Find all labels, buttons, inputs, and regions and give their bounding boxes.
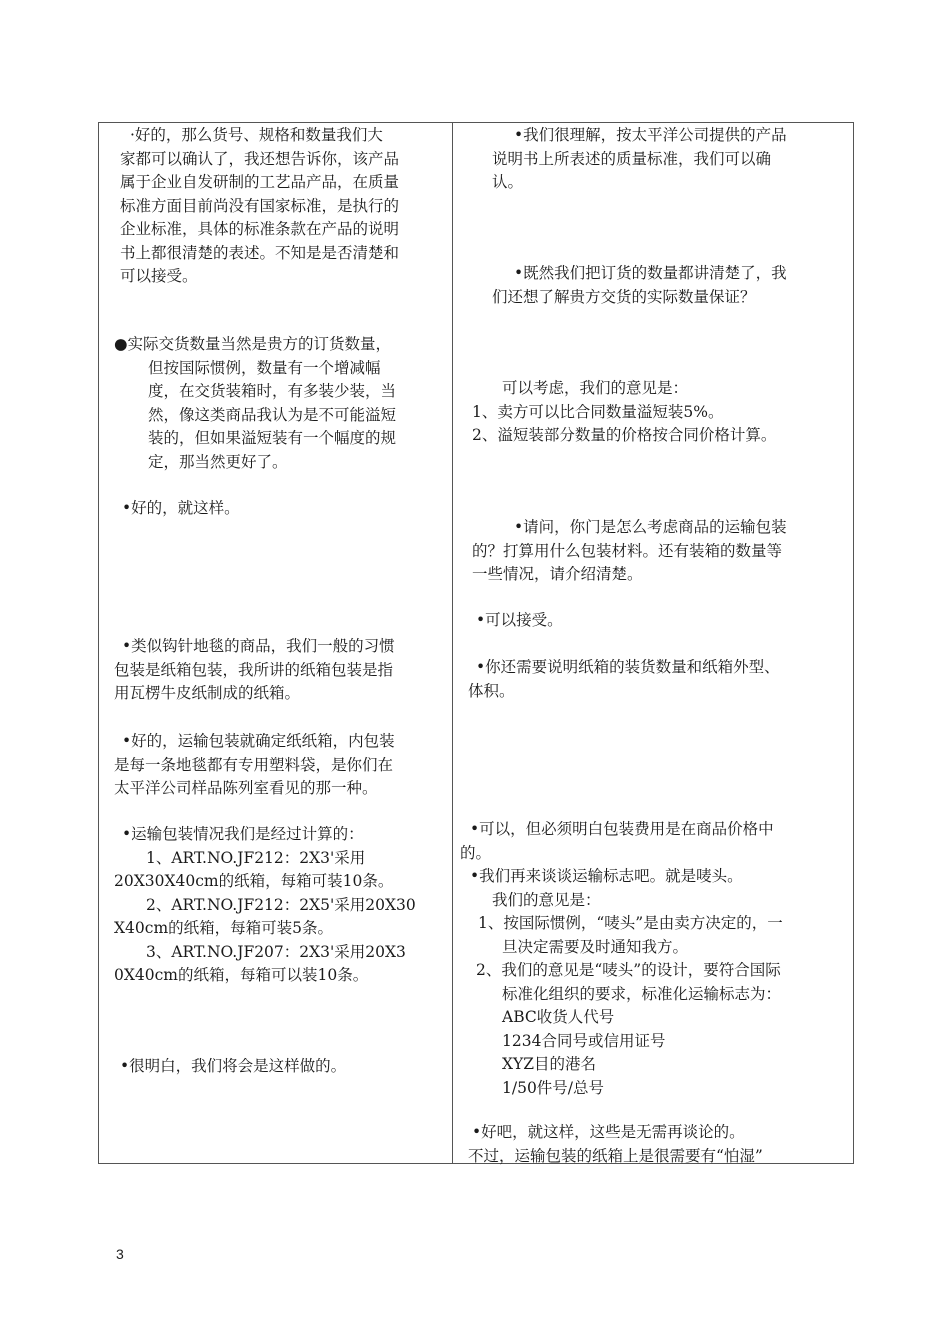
text-line: 标准化组织的要求，标准化运输标志为： — [502, 984, 782, 1003]
text-line: 1/50件号/总号 — [502, 1078, 605, 1097]
text-line: 书上都很清楚的表述。不知是是否清楚和 — [120, 243, 400, 262]
text-line: 家都可以确认了，我还想告诉你，该产品 — [120, 149, 400, 168]
right-block-tolerance — [472, 377, 776, 448]
text-line: 们还想了解贵方交货的实际数量保证？ — [492, 287, 756, 306]
text-line: 然，像这类商品我认为是不可能溢短 — [148, 405, 397, 424]
text-line: ·好的，那么货号、规格和数量我们大 — [130, 126, 383, 144]
text-line: 1、卖方可以比合同数量溢短装5%。 — [472, 402, 724, 421]
text-line: 标准方面目前尚没有国家标准，是执行的 — [120, 196, 400, 215]
text-line: 1、ART.NO.JF212：2X3'采用 — [146, 848, 366, 867]
text-line: ABC收货人代号 — [502, 1008, 615, 1026]
text-line: 可以接受。 — [120, 267, 198, 285]
left-block-inner-packing — [114, 730, 395, 801]
left-block-quality — [120, 124, 399, 289]
left-block-quantity — [114, 333, 396, 474]
text-line: 2、我们的意见是“唛头”的设计，要符合国际 — [476, 961, 781, 979]
text-line: XYZ目的港名 — [502, 1055, 597, 1073]
text-line: 我们的意见是： — [492, 890, 601, 909]
text-line: 体积。 — [468, 681, 515, 700]
text-line: •可以接受。 — [476, 611, 563, 629]
text-line: •好的，运输包装就确定纸纸箱，内包装 — [122, 732, 395, 750]
column-divider — [452, 123, 453, 1163]
text-line: •好的，就这样。 — [122, 499, 240, 517]
left-block-carton-spec — [114, 823, 416, 988]
text-line: 企业标准，具体的标准条款在产品的说明 — [120, 220, 400, 238]
text-line: 是每一条地毯都有专用塑料袋，是你们在 — [114, 755, 394, 774]
text-line: 的？打算用什么包装材料。还有装箱的数量等 — [472, 541, 783, 560]
text-line: •好吧，就这样，这些是无需再谈论的。 — [472, 1123, 745, 1141]
text-line: 旦决定需要及时通知我方。 — [502, 937, 689, 956]
text-line: ●实际交货数量当然是贵方的订货数量， — [114, 335, 392, 353]
text-line: 太平洋公司样品陈列室看见的那一种。 — [114, 779, 378, 797]
text-line: •我们很理解，按太平洋公司提供的产品 — [514, 126, 787, 144]
text-line: 定，那当然更好了。 — [148, 452, 288, 471]
right-block-carton-question — [468, 656, 780, 703]
left-block-packing — [114, 635, 395, 706]
text-line: •既然我们把订货的数量都讲清楚了，我 — [514, 264, 787, 282]
text-line: 1、按国际惯例，“唛头”是由卖方决定的，一 — [478, 914, 783, 932]
right-block-accept — [476, 609, 563, 633]
text-line: •请问，你门是怎么考虑商品的运输包装 — [514, 518, 787, 536]
right-block-closing — [468, 1121, 763, 1168]
text-line: •你还需要说明纸箱的装货数量和纸箱外型、 — [476, 658, 780, 676]
text-line: •可以，但必须明白包装费用是在商品价格中 — [470, 820, 774, 838]
text-line: X40cm的纸箱，每箱可装5条。 — [114, 919, 333, 937]
text-line: 一些情况，请介绍清楚。 — [472, 565, 643, 583]
text-line: 2、ART.NO.JF212：2X5'采用20X30 — [146, 895, 416, 914]
right-block-packing-question — [472, 516, 787, 587]
right-block-quantity-question — [492, 262, 787, 309]
text-line: 1234合同号或信用证号 — [502, 1031, 666, 1050]
text-line: 的。 — [460, 843, 492, 862]
text-line: 20X30X40cm的纸箱，每箱可装10条。 — [114, 872, 394, 890]
text-line: 用瓦楞牛皮纸制成的纸箱。 — [114, 684, 301, 702]
page-number: 3 — [116, 1246, 124, 1262]
text-line: 度，在交货装箱时，有多装少装，当 — [148, 382, 397, 400]
text-line: •很明白，我们将会是这样做的。 — [120, 1057, 347, 1075]
text-line: 3、ART.NO.JF207：2X3'采用20X3 — [146, 942, 406, 961]
text-line: 2、溢短装部分数量的价格按合同价格计算。 — [472, 426, 777, 444]
left-block-agree — [122, 497, 240, 521]
text-line: 0X40cm的纸箱，每箱可以装10条。 — [114, 966, 369, 984]
right-block-shipping-mark — [460, 818, 783, 1100]
text-line: •类似钩针地毯的商品，我们一般的习惯 — [122, 637, 395, 655]
text-line: 认。 — [492, 173, 524, 191]
right-block-quality-confirm — [492, 124, 787, 195]
text-line: 但按国际惯例，数量有一个增减幅 — [148, 358, 381, 377]
text-line: 不过，运输包装的纸箱上是很需要有“怕湿” — [468, 1146, 763, 1165]
text-line: •运输包装情况我们是经过计算的： — [122, 825, 364, 843]
left-block-understood — [120, 1055, 346, 1079]
text-line: 包装是纸箱包装，我所讲的纸箱包装是指 — [114, 660, 394, 679]
text-line: 说明书上所表述的质量标准，我们可以确 — [492, 149, 772, 168]
text-line: 装的，但如果溢短装有一个幅度的规 — [148, 429, 397, 447]
text-line: •我们再来谈谈运输标志吧。就是唛头。 — [470, 867, 743, 885]
text-line: 可以考虑，我们的意见是： — [502, 379, 689, 397]
text-line: 属于企业自发研制的工艺品产品，在质量 — [120, 173, 400, 191]
